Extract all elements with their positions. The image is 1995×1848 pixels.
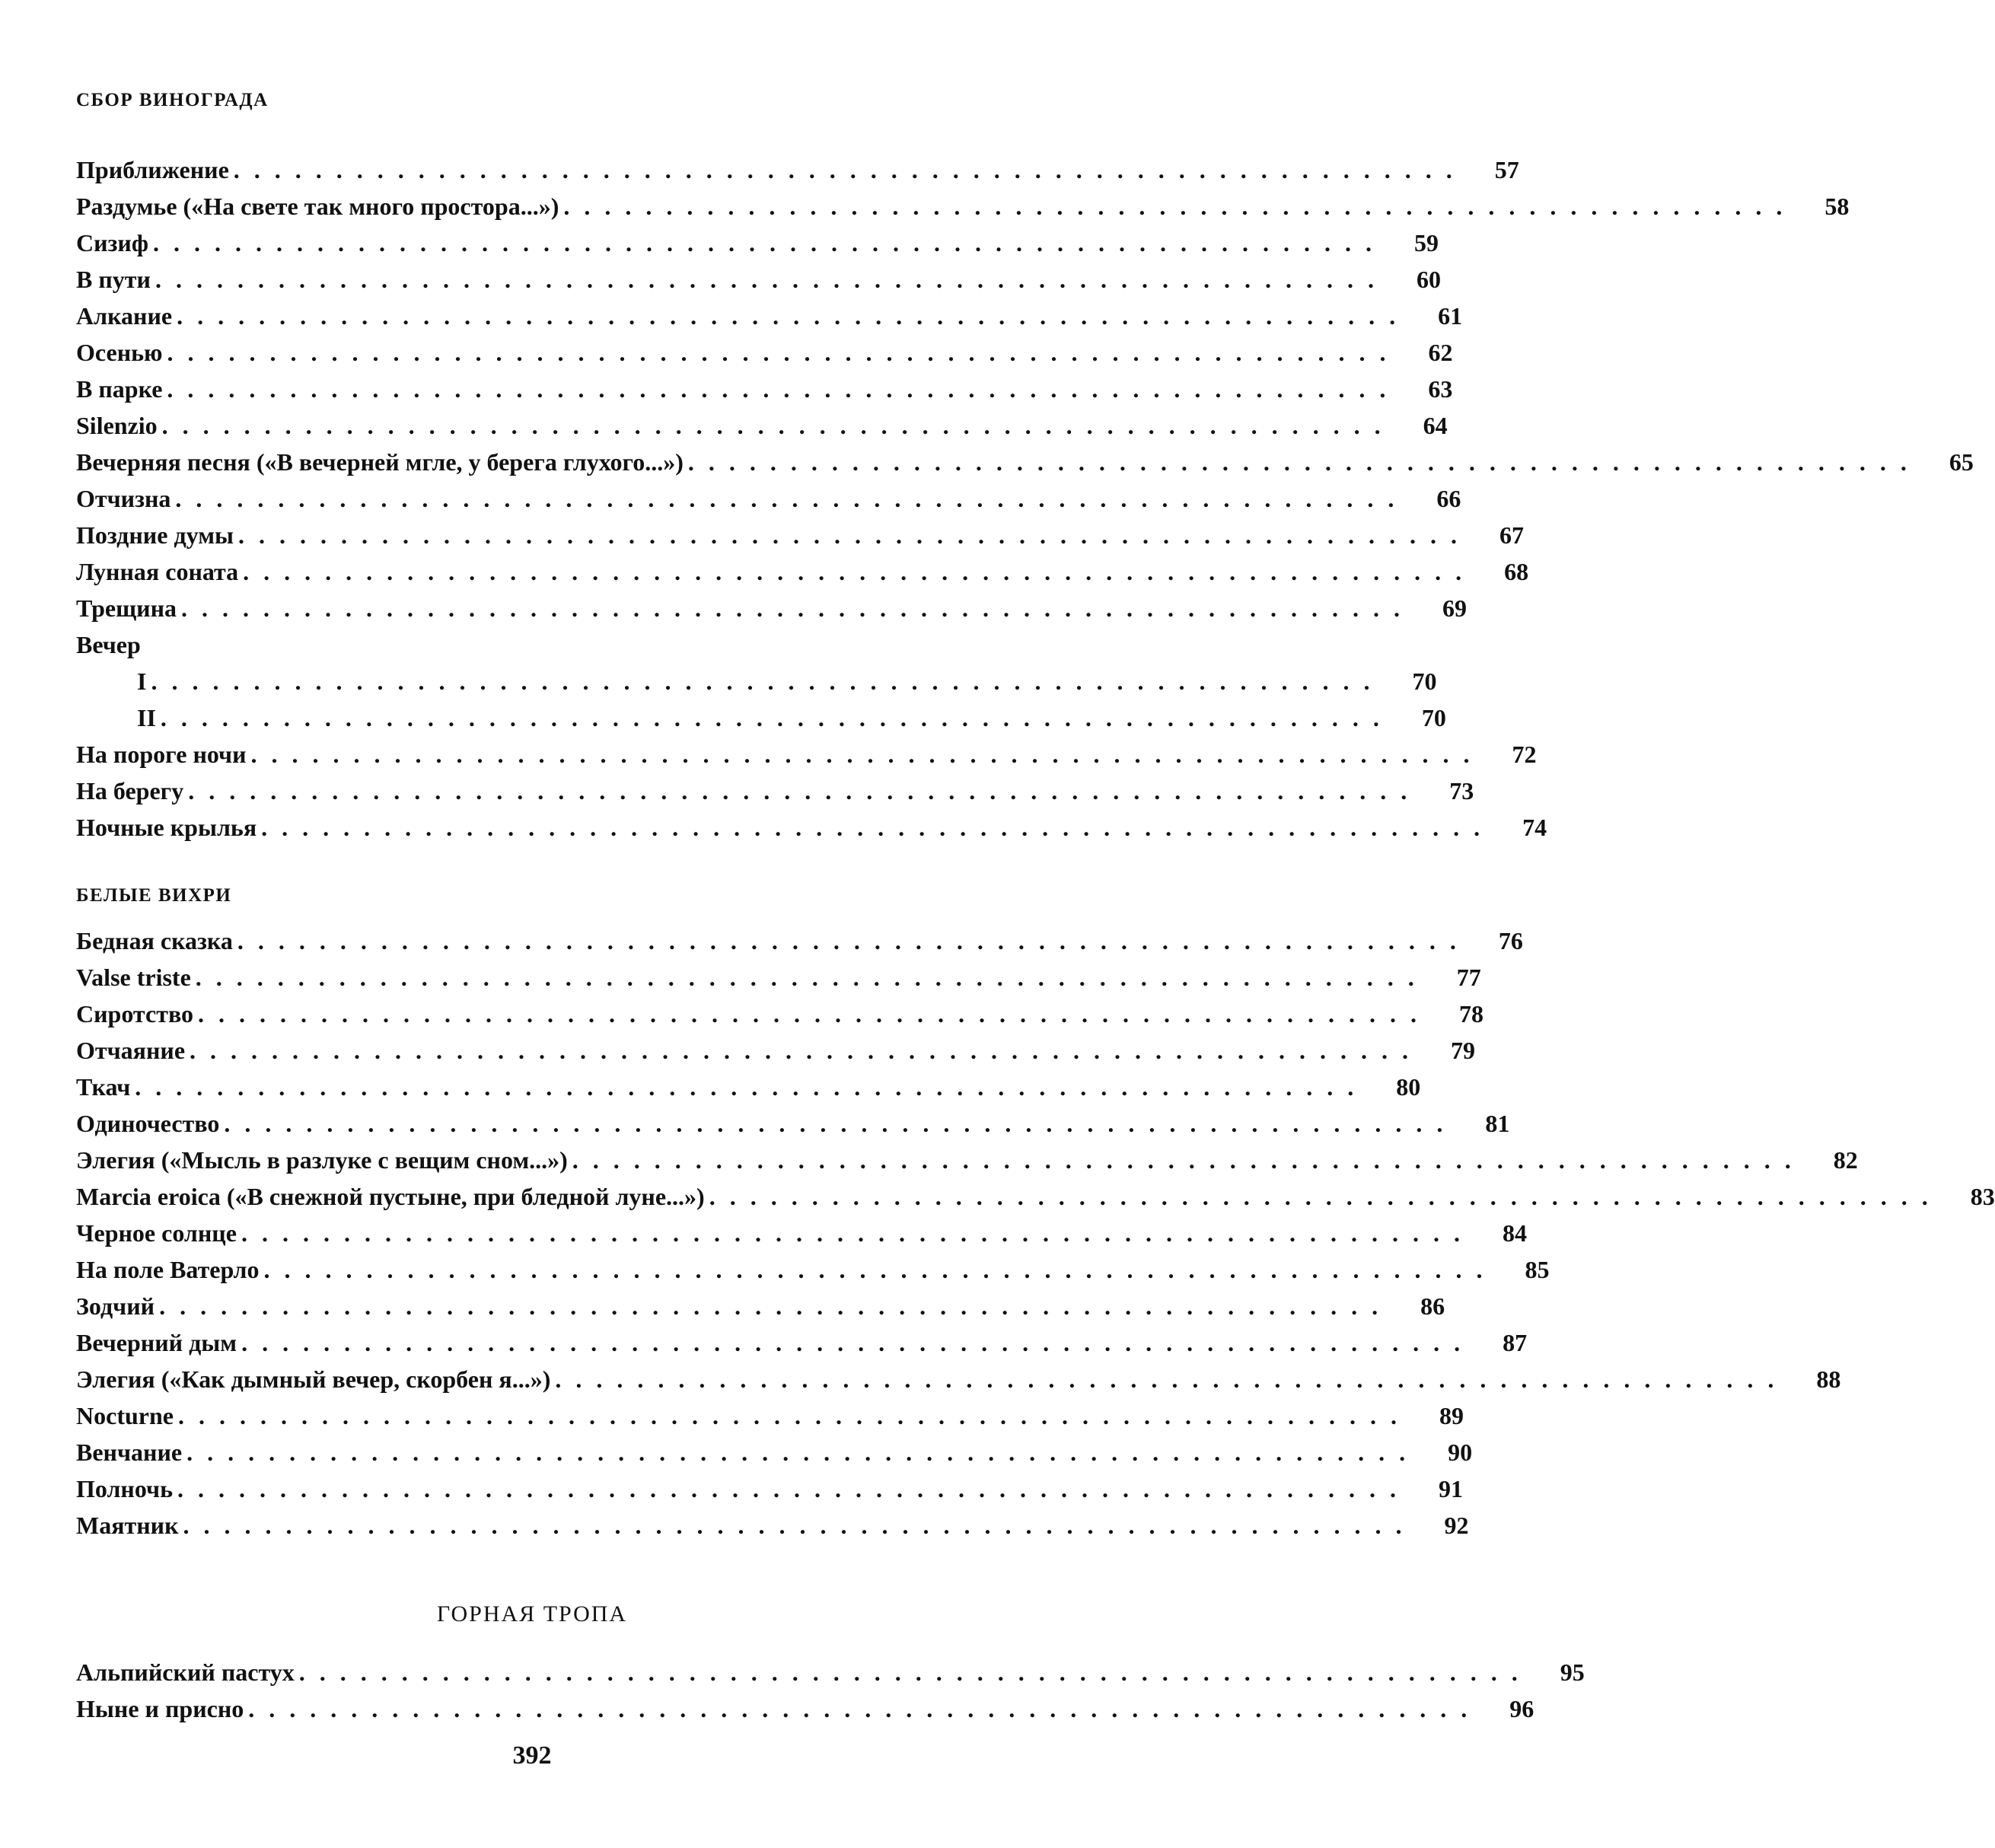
toc-entry-title: Отчаяние <box>76 1037 186 1064</box>
toc-entry-title: Silenzio <box>76 412 158 439</box>
toc-entry-page: 90 <box>1448 1439 1473 1466</box>
dot-leader: . . . . . . . . . . . . . . . . . . . . . . . . . . . . . . . . . . . . . . . . . . . . . . . . . . . . . . . . . . . . <box>687 448 1907 476</box>
toc-entry-page: 86 <box>1420 1292 1445 1320</box>
toc-entry-title: Маятник <box>76 1512 179 1539</box>
toc-entry <box>76 476 1461 513</box>
toc-entry-page: 91 <box>1439 1475 1463 1502</box>
toc-entry <box>76 623 996 659</box>
toc-entry-page: 88 <box>1816 1365 1841 1393</box>
toc-entry-page: 73 <box>1449 777 1474 805</box>
dot-leader: . . . . . . . . . . . . . . . . . . . . . . . . . . . . . . . . . . . . . . . . . . . . . . . . . . . . . . . . . . . . <box>237 927 1456 954</box>
toc-entry <box>76 1321 1528 1357</box>
toc-entry-page: 83 <box>1970 1183 1995 1210</box>
toc-entry-page: 76 <box>1498 927 1523 954</box>
toc-entry-page: 57 <box>1494 156 1519 183</box>
dot-leader: . . . . . . . . . . . . . . . . . . . . . . . . . . . . . . . . . . . . . . . . . . . . . . . . . . . . . . . . . . . . <box>563 193 1783 220</box>
toc-entry-page: 95 <box>1560 1658 1585 1686</box>
toc-entry-title: Полночь <box>76 1475 173 1502</box>
dot-leader: . . . . . . . . . . . . . . . . . . . . . . . . . . . . . . . . . . . . . . . . . . . . . . . . . . . . . . . . . . . . <box>237 521 1457 549</box>
dot-leader: . . . . . . . . . . . . . . . . . . . . . . . . . . . . . . . . . . . . . . . . . . . . . . . . . . . . . . . . . . . . <box>198 1000 1417 1028</box>
dot-leader: . . . . . . . . . . . . . . . . . . . . . . . . . . . . . . . . . . . . . . . . . . . . . . . . . . . . . . . . . . . . <box>298 1658 1518 1686</box>
toc-entry-title: На поле Ватерло <box>76 1256 260 1283</box>
toc-entry-title: II <box>137 704 156 731</box>
toc-entry-title: Лунная соната <box>76 558 239 585</box>
toc-entry <box>76 769 1474 805</box>
dot-leader: . . . . . . . . . . . . . . . . . . . . . . . . . . . . . . . . . . . . . . . . . . . . . . . . . . . . . . . . . . . . <box>709 1183 1928 1210</box>
toc-entry-title: Поздние думы <box>76 521 234 549</box>
section-heading: СБОР ВИНОГРАДА <box>76 90 269 110</box>
toc-entry-title: В пути <box>76 266 151 293</box>
toc-entry-title: Элегия («Мысль в разлуке с вещим сном...») <box>76 1146 568 1174</box>
dot-leader: . . . . . . . . . . . . . . . . . . . . . . . . . . . . . . . . . . . . . . . . . . . . . . . . . . . . . . . . . . . . <box>177 302 1396 330</box>
dot-leader: . . . . . . . . . . . . . . . . . . . . . . . . . . . . . . . . . . . . . . . . . . . . . . . . . . . . . . . . . . . . <box>233 156 1452 183</box>
toc-entry <box>76 294 1463 330</box>
dot-leader: . . . . . . . . . . . . . . . . . . . . . . . . . . . . . . . . . . . . . . . . . . . . . . . . . . . . . . . . . . . . <box>161 412 1381 439</box>
toc-entry <box>76 1211 1527 1247</box>
toc-entry <box>76 403 1448 440</box>
toc-entry-title: Бедная сказка <box>76 927 233 954</box>
toc-entry-page: 70 <box>1421 704 1446 731</box>
toc-entry-title: Элегия («Как дымный вечер, скорбен я...») <box>76 1365 551 1393</box>
dot-leader: . . . . . . . . . . . . . . . . . . . . . . . . . . . . . . . . . . . . . . . . . . . . . . . . . . . . . . . . . . . . <box>241 1219 1460 1247</box>
toc-entry-page: 68 <box>1504 558 1529 585</box>
toc-entry <box>76 1065 1421 1101</box>
dot-leader: . . . . . . . . . . . . . . . . . . . . . . . . . . . . . . . . . . . . . . . . . . . . . . . . . . . . . . . . . . . . <box>261 814 1480 841</box>
toc-entry-title: Отчизна <box>76 485 171 512</box>
toc-entry-title: I <box>137 668 147 695</box>
dot-leader: . . . . . . . . . . . . . . . . . . . . . . . . . . . . . . . . . . . . . . . . . . . . . . . . . . . . . . . . . . . . <box>152 229 1372 256</box>
toc-entry-page: 80 <box>1396 1073 1421 1101</box>
toc-entry <box>76 992 1484 1028</box>
toc-entry <box>76 221 1439 257</box>
toc-entry <box>76 184 1850 221</box>
dot-leader: . . . . . . . . . . . . . . . . . . . . . . . . . . . . . . . . . . . . . . . . . . . . . . . . . . . . . . . . . . . . <box>183 1512 1402 1539</box>
dot-leader: . . . . . . . . . . . . . . . . . . . . . . . . . . . . . . . . . . . . . . . . . . . . . . . . . . . . . . . . . . . . <box>224 1110 1443 1137</box>
toc-entry <box>76 257 1441 294</box>
dot-leader: . . . . . . . . . . . . . . . . . . . . . . . . . . . . . . . . . . . . . . . . . . . . . . . . . . . . . . . . . . . . <box>155 266 1374 293</box>
toc-entry <box>76 805 1547 842</box>
toc-entry-page: 87 <box>1503 1329 1528 1356</box>
toc-entry <box>76 1284 1445 1321</box>
dot-leader: . . . . . . . . . . . . . . . . . . . . . . . . . . . . . . . . . . . . . . . . . . . . . . . . . . . . . . . . . . . . <box>190 1037 1409 1064</box>
toc-entry-page: 60 <box>1416 266 1441 293</box>
toc-entry-title: Осенью <box>76 339 163 366</box>
toc-entry-title: Ткач <box>76 1073 131 1101</box>
dot-leader: . . . . . . . . . . . . . . . . . . . . . . . . . . . . . . . . . . . . . . . . . . . . . . . . . . . . . . . . . . . . <box>167 339 1386 366</box>
toc-entry-page: 89 <box>1439 1402 1464 1429</box>
dot-leader: . . . . . . . . . . . . . . . . . . . . . . . . . . . . . . . . . . . . . . . . . . . . . . . . . . . . . . . . . . . . <box>177 1402 1397 1429</box>
toc-entry <box>76 1101 1510 1138</box>
toc-entry-title: Nocturne <box>76 1402 174 1429</box>
part-title: ГОРНАЯ ТРОПА <box>436 1601 628 1627</box>
toc-entry <box>76 1687 1534 1723</box>
toc-entry-page: 69 <box>1442 594 1468 622</box>
toc-entry-title: Ночные крылья <box>76 814 257 841</box>
toc-entry-title: На пороге ночи <box>76 741 247 768</box>
toc-entry-title: Алкание <box>76 302 173 330</box>
toc-entry <box>76 732 1537 769</box>
toc-entry-page: 67 <box>1499 521 1524 549</box>
toc-entry <box>76 550 1529 586</box>
toc-entry-title: Вечерняя песня («В вечерней мгле, у берега глухого...») <box>76 448 684 476</box>
toc-entry-title: Сизиф <box>76 229 148 256</box>
toc-entry-title: Зодчий <box>76 1292 155 1320</box>
dot-leader: . . . . . . . . . . . . . . . . . . . . . . . . . . . . . . . . . . . . . . . . . . . . . . . . . . . . . . . . . . . . <box>175 485 1394 512</box>
toc-entry <box>76 1028 1476 1065</box>
toc-entry-page: 84 <box>1502 1219 1527 1247</box>
toc-entry <box>76 1394 1464 1430</box>
toc-entry-page: 61 <box>1438 302 1463 330</box>
dot-leader: . . . . . . . . . . . . . . . . . . . . . . . . . . . . . . . . . . . . . . . . . . . . . . . . . . . . . . . . . . . . <box>159 1292 1378 1320</box>
dot-leader: . . . . . . . . . . . . . . . . . . . . . . . . . . . . . . . . . . . . . . . . . . . . . . . . . . . . . . . . . . . . <box>151 668 1370 695</box>
toc-entry <box>76 1357 1841 1394</box>
toc-entry-page: 65 <box>1949 448 1974 476</box>
page-number: 392 <box>512 1741 552 1770</box>
toc-entry-title: Альпийский пастух <box>76 1658 295 1686</box>
toc-entry-title: Приближение <box>76 156 229 183</box>
toc-entry-page: 92 <box>1444 1512 1469 1539</box>
dot-leader: . . . . . . . . . . . . . . . . . . . . . . . . . . . . . . . . . . . . . . . . . . . . . . . . . . . . . . . . . . . . <box>263 1256 1483 1283</box>
toc-entry-page: 58 <box>1825 193 1850 220</box>
dot-leader: . . . . . . . . . . . . . . . . . . . . . . . . . . . . . . . . . . . . . . . . . . . . . . . . . . . . . . . . . . . . <box>135 1073 1354 1101</box>
toc-entry <box>76 586 1468 623</box>
toc-entry <box>76 1430 1473 1467</box>
toc-entry <box>76 1467 1463 1503</box>
toc-entry <box>76 696 1446 732</box>
dot-leader: . . . . . . . . . . . . . . . . . . . . . . . . . . . . . . . . . . . . . . . . . . . . . . . . . . . . . . . . . . . . <box>241 1329 1461 1356</box>
toc-entry-title: Marcia eroica («В снежной пустыне, при бледной луне...») <box>76 1183 705 1210</box>
toc-entry <box>76 148 1519 184</box>
toc-entry-page: 59 <box>1413 229 1439 256</box>
toc-entry-title: Сиротство <box>76 1000 194 1028</box>
toc-entry-title: Венчание <box>76 1439 183 1466</box>
toc-entry <box>76 330 1453 367</box>
dot-leader: . . . . . . . . . . . . . . . . . . . . . . . . . . . . . . . . . . . . . . . . . . . . . . . . . . . . . . . . . . . . <box>188 777 1407 805</box>
toc-entry-page: 81 <box>1485 1110 1510 1137</box>
toc-entry-title: Раздумье («На свете так много простора...») <box>76 193 559 220</box>
dot-leader: . . . . . . . . . . . . . . . . . . . . . . . . . . . . . . . . . . . . . . . . . . . . . . . . . . . . . . . . . . . . <box>195 964 1414 991</box>
toc-entry <box>76 1138 1858 1174</box>
toc-entry <box>76 659 1437 696</box>
toc-entry-title: Ныне и присно <box>76 1695 244 1722</box>
toc-entry-page: 74 <box>1522 814 1547 841</box>
toc-entry <box>76 367 1453 403</box>
toc-entry-title: Трещина <box>76 594 177 622</box>
toc-entry-page: 96 <box>1509 1695 1534 1722</box>
toc-entry <box>76 440 1974 476</box>
toc-list <box>76 1650 1585 1723</box>
dot-leader: . . . . . . . . . . . . . . . . . . . . . . . . . . . . . . . . . . . . . . . . . . . . . . . . . . . . . . . . . . . . <box>167 375 1386 403</box>
toc-entry-page: 78 <box>1459 1000 1484 1028</box>
dot-leader: . . . . . . . . . . . . . . . . . . . . . . . . . . . . . . . . . . . . . . . . . . . . . . . . . . . . . . . . . . . . <box>248 1695 1468 1722</box>
toc-entry-page: 66 <box>1436 485 1461 512</box>
toc-entry <box>76 1174 1995 1211</box>
toc-entry-title: Valse triste <box>76 964 191 991</box>
toc-entry-page: 77 <box>1456 964 1481 991</box>
dot-leader: . . . . . . . . . . . . . . . . . . . . . . . . . . . . . . . . . . . . . . . . . . . . . . . . . . . . . . . . . . . . <box>181 594 1401 622</box>
toc-entry-title: Вечерний дым <box>76 1329 237 1356</box>
toc-entry-title: Одиночество <box>76 1110 220 1137</box>
toc-entry <box>76 513 1524 550</box>
toc-entry <box>76 1503 1469 1540</box>
dot-leader: . . . . . . . . . . . . . . . . . . . . . . . . . . . . . . . . . . . . . . . . . . . . . . . . . . . . . . . . . . . . <box>555 1365 1774 1393</box>
toc-entry <box>76 1650 1585 1687</box>
toc-entry <box>76 955 1481 992</box>
toc-entry-title: Черное солнце <box>76 1219 237 1247</box>
dot-leader: . . . . . . . . . . . . . . . . . . . . . . . . . . . . . . . . . . . . . . . . . . . . . . . . . . . . . . . . . . . . <box>243 558 1462 585</box>
toc-entry-page: 62 <box>1428 339 1453 366</box>
toc-entry-page: 64 <box>1423 412 1448 439</box>
toc-entry <box>76 919 1523 955</box>
toc-list <box>76 919 1995 1540</box>
dot-leader: . . . . . . . . . . . . . . . . . . . . . . . . . . . . . . . . . . . . . . . . . . . . . . . . . . . . . . . . . . . . <box>160 704 1379 731</box>
toc-entry-page: 63 <box>1428 375 1453 403</box>
toc-entry-page: 72 <box>1512 741 1537 768</box>
dot-leader: . . . . . . . . . . . . . . . . . . . . . . . . . . . . . . . . . . . . . . . . . . . . . . . . . . . . . . . . . . . . <box>572 1146 1791 1174</box>
toc-entry-page: 82 <box>1833 1146 1858 1174</box>
toc-entry-title: Вечер <box>76 631 141 658</box>
toc-entry-title: На берегу <box>76 777 184 805</box>
dot-leader: . . . . . . . . . . . . . . . . . . . . . . . . . . . . . . . . . . . . . . . . . . . . . . . . . . . . . . . . . . . . <box>177 1475 1396 1502</box>
toc-entry-page: 70 <box>1412 668 1437 695</box>
toc-entry-title: В парке <box>76 375 163 403</box>
dot-leader: . . . . . . . . . . . . . . . . . . . . . . . . . . . . . . . . . . . . . . . . . . . . . . . . . . . . . . . . . . . . <box>250 741 1470 768</box>
toc-list <box>76 148 1974 842</box>
toc-entry <box>76 1247 1550 1284</box>
toc-entry-page: 79 <box>1451 1037 1476 1064</box>
dot-leader: . . . . . . . . . . . . . . . . . . . . . . . . . . . . . . . . . . . . . . . . . . . . . . . . . . . . . . . . . . . . <box>186 1439 1406 1466</box>
toc-entry-page: 85 <box>1525 1256 1550 1283</box>
section-heading: БЕЛЫЕ ВИХРИ <box>76 885 232 906</box>
